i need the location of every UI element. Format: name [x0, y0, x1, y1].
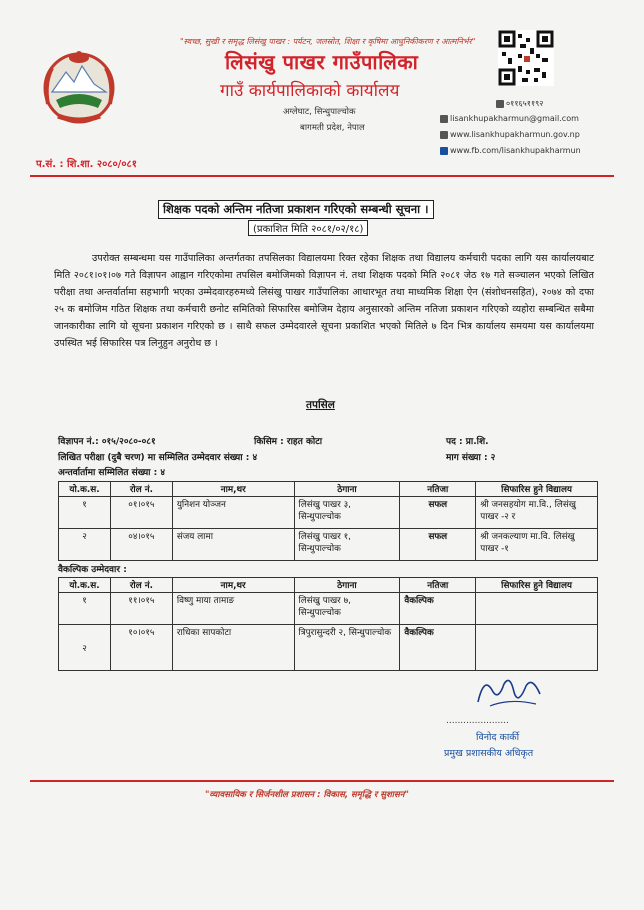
category: किसिम : राहत कोटा: [254, 437, 323, 447]
signature-dots: ......................: [446, 716, 509, 726]
cell-name: युनिशन योञ्जन: [172, 497, 294, 529]
alternate-label: वैकल्पिक उम्मेदवार :: [58, 565, 127, 575]
cell-school: श्री जनकल्याण मा.वि. लिसंखु पाखर -१: [476, 529, 598, 561]
col-school: सिफारिस हुने विद्यालय: [476, 482, 598, 497]
publish-date: (प्रकाशित मिति २०८१/०२/१८): [248, 220, 368, 236]
written-exam-count: लिखित परीक्षा (दुबै चरण) मा सम्मिलित उम्मेदवार संख्या : ४: [58, 453, 258, 463]
cell-name: विष्णु माया तामाङ: [172, 593, 294, 625]
table-row: [59, 593, 598, 625]
cell-name: राधिका सापकोटा: [172, 625, 294, 671]
cell-address: लिसंखु पाखर ७, सिन्धुपाल्चोक: [294, 593, 400, 625]
cell-result: वैकल्पिक: [400, 625, 476, 671]
ad-number: विज्ञापन नं.: ०१५/२०८०-०८१: [58, 437, 156, 447]
table-row: [59, 497, 598, 529]
alternate-header-row: [59, 578, 598, 593]
ref-label: प.सं. :: [36, 159, 64, 170]
facebook-row: [440, 146, 581, 155]
cell-name: संजय लामा: [172, 529, 294, 561]
cell-address: त्रिपुरासुन्दरी २, सिन्धुपाल्चोक: [294, 625, 400, 671]
letterhead-motto: "स्वच्छ, सुखी र समृद्ध लिसंखु पाखर : पर्यटन, जलस्रोत, शिक्षा र कृषिमा आधुनिकीकरण र आत्मनिर्भर": [180, 37, 476, 46]
cell-roll: ११।०१५: [110, 593, 172, 625]
office-name: गाउँ कार्यपालिकाको कार्यालय: [220, 81, 400, 101]
col-address: ठेगाना: [294, 482, 400, 497]
col-name: नाम,थर: [172, 482, 294, 497]
cell-roll: १०।०१५: [110, 625, 172, 671]
cell-school: श्री जनसहयोग मा.वि., लिसंखु पाखर -२ र: [476, 497, 598, 529]
cell-sn: १: [59, 593, 111, 625]
col-name: नाम,थर: [172, 578, 294, 593]
cell-address: लिसंखु पाखर ३, सिन्धुपाल्चोक: [294, 497, 400, 529]
cell-sn: २: [59, 529, 111, 561]
col-address: ठेगाना: [294, 578, 400, 593]
address-line1: अग्लेघाट, सिन्धुपाल्चोक: [283, 107, 356, 117]
notice-title: शिक्षक पदको अन्तिम नतिजा प्रकाशन गरिएको सम्बन्धी सूचना ।: [158, 200, 434, 219]
phone-row: [496, 98, 543, 109]
cell-result: सफल: [400, 529, 476, 561]
notice-body-text: उपरोक्त सम्बन्धमा यस गाउँपालिका अन्तर्गतका तपसिलका विद्यालयमा रिक्त रहेका शिक्षक तथा विद्यालय कर्मचारी पदका लागि यस कार्यालयबाट मिति २०८१।०१।०७ गते विज्ञापन आह्वान गरिएकोमा तपसिल बमोजिमको विज्ञापन नं. तथा शिक्षक पदको मिति २०८१ जेठ १७ गते सञ्चालन भएको लिखित परीक्षा तथा अन्तर्वार्तामा सहभागी भएका उम्मेदवारहरुमध्ये लिसंखु पाखर गाउँपालिका आधारभूत तथा माध्यमिक शिक्षा ऐन (संशोधनसहित), २०७४ को दफा २५ क बमोजिम गठित शिक्षक तथा कर्मचारी छनोट समितिको सिफारिस बमोजिम देहाय अनुसारको अन्तिम नतिजा प्रकाशन गरिएको व्यहोरा सम्बन्धित सबैमा जानकारीका लागि यो सूचना प्रकाशन गरिएको छ । साथै सफल उम्मेदवारले सूचना प्रकाशित भएको मितिले ७ दिन भित्र कार्यालय समयमा यस कार्यालयमा उपस्थित भई सिफारिस पत्र लिनुहुन अनुरोध छ ।: [54, 253, 594, 349]
cell-sn: २: [59, 625, 111, 671]
post: पद : प्रा.शि.: [446, 437, 489, 447]
footer-rule: [30, 780, 614, 782]
col-roll: रोल नं.: [110, 578, 172, 593]
header-rule: [30, 175, 614, 177]
table-row: [59, 529, 598, 561]
cell-address: लिसंखु पाखर १, सिन्धुपाल्चोक: [294, 529, 400, 561]
website-row: [440, 130, 580, 139]
facebook-text: www.fb.com/lisankhupakharmun: [450, 146, 581, 155]
cell-result: सफल: [400, 497, 476, 529]
section-heading: तपसिल: [306, 399, 335, 411]
phone-icon: [496, 100, 504, 108]
cell-school: [476, 593, 598, 625]
alternate-table: [58, 577, 598, 671]
phone-text: ०११६५११९२: [506, 99, 544, 108]
ref-value: शि.शा. २०८०/०८१: [67, 159, 137, 170]
reference-number: [36, 156, 137, 170]
signature-icon: [470, 672, 550, 712]
cell-sn: १: [59, 497, 111, 529]
globe-icon: [440, 131, 448, 139]
email-row: [440, 114, 579, 123]
signatory-name: विनोद कार्की: [476, 732, 520, 743]
nepal-emblem-icon: [38, 44, 120, 126]
results-header-row: [59, 482, 598, 497]
col-sn: यो.क.स.: [59, 482, 111, 497]
table-row: [59, 625, 598, 671]
interview-count: अन्तर्वार्तामा सम्मिलित संख्या : ४: [58, 468, 166, 478]
address-line2: बागमती प्रदेश, नेपाल: [300, 123, 365, 133]
demand-count: माग संख्या : २: [446, 453, 496, 463]
cell-school: [476, 625, 598, 671]
results-table: [58, 481, 598, 561]
col-sn: यो.क.स.: [59, 578, 111, 593]
col-result: नतिजा: [400, 482, 476, 497]
notice-body: [54, 250, 594, 352]
col-school: सिफारिस हुने विद्यालय: [476, 578, 598, 593]
qr-code-icon: [498, 30, 554, 86]
website-text: www.lisankhupakharmun.gov.np: [450, 130, 580, 139]
org-name: लिसंखु पाखर गाउँपालिका: [225, 50, 419, 74]
facebook-icon: [440, 147, 448, 155]
col-roll: रोल नं.: [110, 482, 172, 497]
cell-result: वैकल्पिक: [400, 593, 476, 625]
signatory-designation: प्रमुख प्रशासकीय अधिकृत: [444, 748, 534, 759]
col-result: नतिजा: [400, 578, 476, 593]
cell-roll: ०४।०१५: [110, 529, 172, 561]
cell-roll: ०१।०१५: [110, 497, 172, 529]
email-text: lisankhupakharmun@gmail.com: [450, 114, 579, 123]
email-icon: [440, 115, 448, 123]
footer-slogan: "व्यावसायिक र सिर्जनशील प्रशासन : विकास, समृद्धि र सुशासन": [205, 790, 409, 800]
